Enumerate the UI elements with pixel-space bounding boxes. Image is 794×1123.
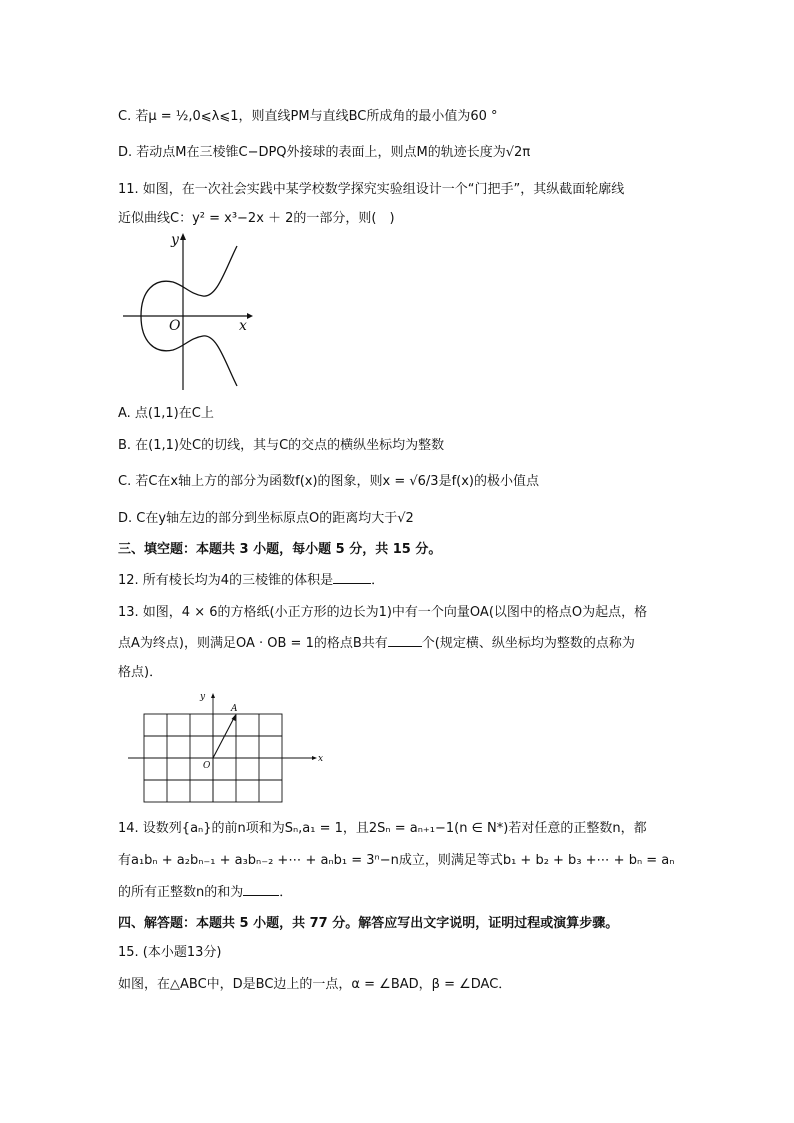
q13-point-a-label: A	[231, 704, 238, 714]
q14-line1: 14. 设数列{aₙ}的前n项和为Sₙ,a₁ = 1，且2Sₙ = aₙ₊₁−1(n ∈ N*)若对任意的正整数n，都	[118, 821, 647, 836]
q11-y-label: y	[171, 232, 179, 248]
q13-grid-figure	[118, 690, 328, 802]
q12	[118, 570, 384, 591]
q14-line3-a: 的所有正整数n的和为	[118, 885, 244, 900]
q13-vector-arrowhead	[232, 714, 237, 721]
q15-text: 如图，在△ABC中，D是BC边上的一点，α = ∠BAD，β = ∠DAC．	[118, 977, 512, 992]
q14-answer-blank	[243, 882, 279, 896]
section3-heading: 三、填空题：本题共 3 小题，每小题 5 分，共 15 分。	[118, 542, 442, 557]
q11-curve-figure	[115, 228, 265, 398]
q13-answer-blank	[388, 633, 422, 647]
q11-origin-label: O	[169, 318, 181, 334]
q13-line3: 格点)．	[118, 665, 163, 680]
q11-x-label: x	[239, 318, 247, 334]
q13-line1: 13. 如图，4 × 6的方格纸(小正方形的边长为1)中有一个向量OA(以图中的格点O为起点，格	[118, 605, 648, 620]
q14-line3	[118, 882, 292, 903]
q13-y-axis-arrow	[211, 693, 215, 698]
q12-end: ．	[371, 573, 385, 588]
q11-y-axis-arrow	[180, 233, 186, 240]
q13-x-axis-arrow	[312, 756, 317, 760]
q13-origin-label: O	[203, 761, 211, 771]
q11-option-a: A. 点(1,1)在C上	[118, 406, 214, 421]
q13-line2	[118, 633, 635, 654]
q13-y-label: y	[200, 692, 206, 702]
q13-line2-a: 点A为终点)，则满足OA · OB = 1的格点B共有	[118, 636, 388, 651]
q11-stem-line1: 11. 如图，在一次社会实践中某学校数学探究实验组设计一个“门把手”，其纵截面轮廓线	[118, 182, 625, 197]
q11-option-b: B. 在(1,1)处C的切线，其与C的交点的横纵坐标均为整数	[118, 438, 445, 453]
section4-heading: 四、解答题：本题共 5 小题，共 77 分。解答应写出文字说明，证明过程或演算步骤。	[118, 916, 619, 931]
q11-option-c: C. 若C在x轴上方的部分为函数f(x)的图象，则x = √6/3是f(x)的极小值点	[118, 474, 539, 489]
q10-option-c: C. 若μ = ½,0⩽λ⩽1，则直线PM与直线BC所成角的最小值为60 °	[118, 109, 498, 124]
q13-vector-oa	[213, 716, 235, 758]
q11-stem-line2: 近似曲线C：y² = x³−2x ＋ 2的一部分，则( )	[118, 211, 395, 226]
q13-line2-b: 个(规定横、纵坐标均为整数的点称为	[421, 636, 635, 651]
q11-x-axis-arrow	[247, 313, 253, 319]
q15-header: 15. (本小题13分)	[118, 945, 222, 960]
q12-answer-blank	[333, 570, 371, 584]
q11-option-d: D. C在y轴左边的部分到坐标原点O的距离均大于√2	[118, 511, 414, 526]
q10-option-d: D. 若动点M在三棱锥C−DPQ外接球的表面上，则点M的轨迹长度为√2π	[118, 145, 531, 160]
q14-line2: 有a₁bₙ + a₂bₙ₋₁ + a₃bₙ₋₂ +⋯ + aₙb₁ = 3ⁿ−n成立，则满足等式b₁ + b₂ + b₃ +⋯ + bₙ = aₙ	[118, 853, 675, 868]
q14-line3-b: ．	[279, 885, 293, 900]
q12-text: 12. 所有棱长均为4的三棱锥的体积是	[118, 573, 334, 588]
q13-x-label: x	[318, 754, 324, 764]
